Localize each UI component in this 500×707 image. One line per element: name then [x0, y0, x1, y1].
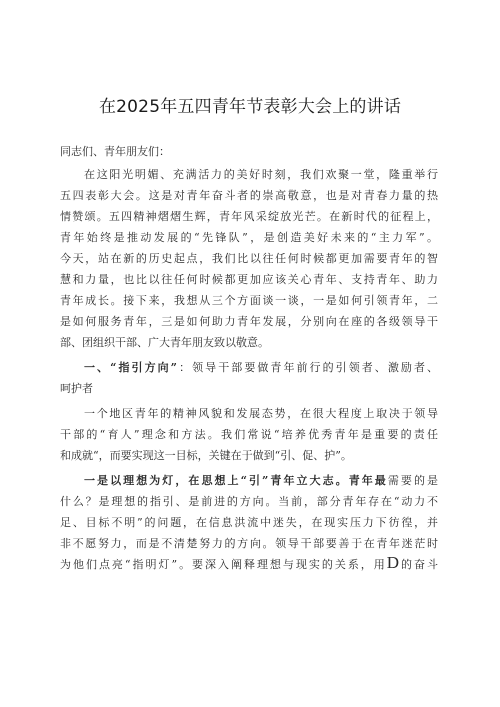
- section-heading-continued: 呵护者: [60, 382, 93, 395]
- paragraph-line: 青年始终是推动发展的“先锋队”，是创造美好未来的“主力军”。: [60, 231, 438, 244]
- paragraph-line-last: [60, 553, 439, 572]
- paragraph-line: 一个地区青年的精神风貌和发展态势，在很大程度上取决于领导: [84, 407, 438, 420]
- section-heading-text: ：领导干部要做青年前行的引领者、激励者、: [177, 361, 439, 374]
- section-heading: [84, 361, 438, 375]
- page-title: 在2025年五四青年节表彰大会上的讲话: [98, 97, 402, 117]
- paragraph-line: 今天，站在新的历史起点，我们比以往任何时候都更加需要青年的智: [60, 252, 438, 265]
- paragraph-line: 慧和力量，也比以往任何时候都更加应该关心青年、支持青年、助力: [60, 273, 438, 286]
- paragraph-line: 青年成长。接下来，我想从三个方面谈一谈，一是如何引领青年，二: [60, 294, 438, 307]
- paragraph-line: 干部的“育人”理念和方法。我们常说“培养优秀青年是重要的责任: [60, 428, 438, 441]
- paragraph-line: 在这阳光明媚、充满活力的美好时刻，我们欢聚一堂，隆重举行: [84, 168, 438, 181]
- paragraph-line: 非不愿努力，而是不清楚努力的方向。领导干部要善于在青年迷茫时: [60, 537, 438, 550]
- paragraph-line: 五四表彰大会。这是对青年奋斗者的崇高敬意，也是对青春力量的热: [60, 189, 438, 202]
- salutation: 同志们、青年朋友们：: [60, 145, 170, 158]
- point-heading-bold: 一是以理想为灯，在思想上“引”青年立大志。青年最: [84, 474, 388, 487]
- paragraph-line: 和成就“，而要实现这一目标，关键在于做到“引、促、护”。: [60, 449, 352, 462]
- section-heading-label: 一、“指引方向”: [84, 361, 178, 374]
- last-line-end: 的奋斗: [399, 558, 439, 571]
- paragraph-line: 是如何服务青年，三是如何助力青年发展，分别向在座的各级领导干: [60, 315, 438, 328]
- last-line-large-letter: D: [386, 553, 400, 572]
- paragraph-line: 情赞颂。五四精神熠熠生辉，青年风采绽放光芒。在新时代的征程上，: [60, 210, 438, 223]
- paragraph-line: 足、目标不明”的问题，在信息洪流中迷失，在现实压力下彷徨，并: [60, 516, 438, 529]
- last-line-text: 为他们点亮“指明灯”。要深入阐释理想与现实的关系，用: [60, 558, 387, 571]
- paragraph-line: 部、团组织干部、广大青年朋友致以敬意。: [60, 336, 269, 349]
- point-heading: [84, 474, 438, 488]
- paragraph-line: 什么？是理想的指引、是前进的方向。当前，部分青年存在“动力不: [60, 495, 438, 508]
- point-heading-text: 需要的是: [387, 474, 439, 487]
